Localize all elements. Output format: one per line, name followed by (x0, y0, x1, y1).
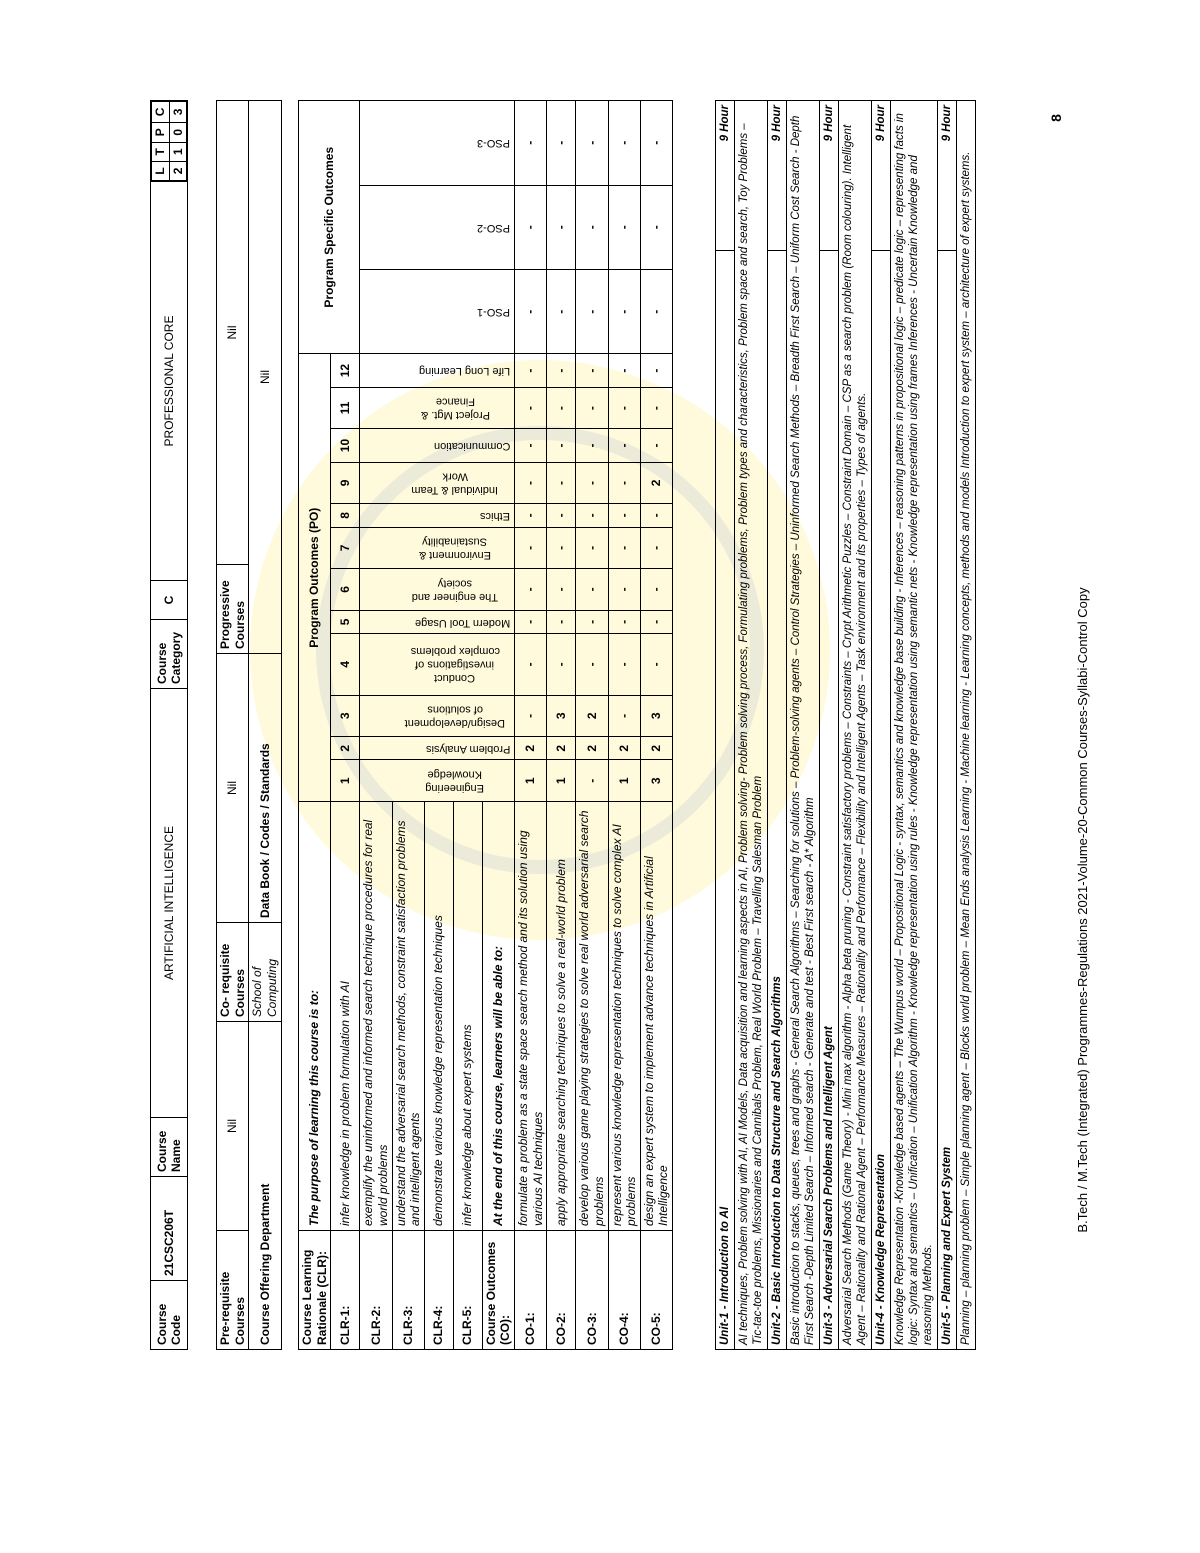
outcomes-table (298, 100, 673, 1350)
co-value: 2 (608, 737, 640, 760)
co-value: - (547, 185, 576, 269)
co-value: - (547, 527, 576, 569)
po-number: 6 (331, 569, 360, 611)
clr-header-text: The purpose of learning this course is to: (299, 802, 331, 1231)
po-number: 2 (331, 737, 360, 760)
co-value: - (576, 527, 608, 569)
co-value: - (515, 569, 547, 611)
co-value: 1 (608, 760, 640, 802)
co-text: apply appropriate searching techniques to solve a real-world problem (547, 802, 576, 1231)
course-name-label: Course Name (151, 1118, 188, 1177)
co-value: - (515, 354, 547, 387)
progressive-value: Nil (217, 101, 249, 565)
co-value: - (515, 185, 547, 269)
unit-header (716, 101, 735, 1350)
co-value: - (640, 185, 672, 269)
po-number: 12 (331, 354, 360, 387)
co-value: 2 (515, 737, 547, 760)
po-title: Program Outcomes (PO) (299, 354, 331, 802)
ltpc-label: T (152, 142, 170, 161)
unit-header (820, 101, 839, 1350)
po-label: Individual & Team Work (360, 462, 515, 504)
co-value: - (547, 387, 576, 429)
dept-label: Course Offering Department (249, 1022, 281, 1350)
clr-text: demonstrate various knowledge representation techniques (424, 802, 453, 1231)
co-value: 2 (640, 462, 672, 504)
co-value: - (608, 504, 640, 527)
co-value: - (547, 504, 576, 527)
co-value: 2 (576, 737, 608, 760)
progressive-label: Progressive Courses (217, 565, 249, 654)
co-row (547, 101, 576, 1350)
course-code-label: Course Code (151, 1281, 188, 1350)
unit-body: Planning – planning problem – Simple planning agent – Blocks world problem – Mean Ends analysis Learning - Machine learning - Learning concepts, methods and models Introduction to expert system – architecture of expert systems. (957, 101, 976, 1350)
co-value: - (640, 429, 672, 462)
co-text: develop various game playing strategies to solve real world adversarial search problems (576, 802, 608, 1231)
co-value: - (576, 569, 608, 611)
co-value: - (608, 610, 640, 633)
clr-text: understand the adversarial search methods, constraint satisfaction problems and intelligent agents (392, 802, 424, 1231)
clr-code: CLR-1: (331, 1231, 360, 1350)
co-value: - (640, 387, 672, 429)
co-value: - (576, 610, 608, 633)
co-value: - (547, 569, 576, 611)
course-category-code: C (151, 581, 188, 620)
co-value: - (547, 610, 576, 633)
co-value: - (576, 462, 608, 504)
co-value: - (576, 760, 608, 802)
co-value: 3 (547, 695, 576, 737)
po-label: Modern Tool Usage (360, 610, 515, 633)
unit-header (872, 101, 891, 1350)
pso-label: PSO-2 (360, 185, 515, 269)
co-code: CO-4: (608, 1231, 640, 1350)
dept-value: School of Computing (249, 923, 281, 1022)
unit-body: Adversarial Search Methods (Game Theory) - Mini max algorithm - Alpha beta pruning - Constraint satisfactory problems – Constraints – Crypt Arithmetic Puzzles – Constraint Domain – CSP as a search problem (Room colouring). Intelligent Agent – Rationality and Rational Agent – Performance Measures – Rationality and Performance – Flexibility and Intelligent Agents – Task environment and its properties – Types of agents. (839, 101, 872, 1350)
co-code: CO-2: (547, 1231, 576, 1350)
co-value: - (640, 610, 672, 633)
co-value: - (608, 569, 640, 611)
co-value: 3 (640, 760, 672, 802)
co-value: - (515, 429, 547, 462)
standards-value: Nil (249, 101, 281, 654)
ltpc-value: 3 (169, 102, 187, 123)
ltpc-cell (151, 101, 188, 182)
ltpc-value: 0 (169, 122, 187, 142)
co-value: - (515, 527, 547, 569)
co-text: formulate a problem as a state space search method and its solution using various AI techniques (515, 802, 547, 1231)
po-number: 1 (331, 760, 360, 802)
clr-code: CLR-4: (424, 1231, 453, 1350)
co-code: CO-5: (640, 1231, 672, 1350)
co-value: - (515, 695, 547, 737)
co-value: 1 (547, 760, 576, 802)
po-label: The engineer and society (360, 569, 515, 611)
co-value: 2 (640, 737, 672, 760)
ltpc-label: P (152, 122, 170, 142)
co-value: - (640, 354, 672, 387)
co-value: - (576, 387, 608, 429)
clr-text: exemplify the uninformed and informed search technique procedures for real world problems (360, 802, 392, 1231)
po-number: 5 (331, 610, 360, 633)
co-value: - (547, 354, 576, 387)
co-value: - (608, 527, 640, 569)
unit-header (938, 101, 957, 1350)
po-number: 9 (331, 462, 360, 504)
po-number: 10 (331, 429, 360, 462)
po-label: Environment & Sustainability (360, 527, 515, 569)
po-label: Ethics (360, 504, 515, 527)
unit-body: Basic introduction to stacks, queues, trees and graphs - General Search Algorithms – Searching for solutions – Problem-solving agents – Control Strategies – Uninformed Search Methods – Breadth First Search – Uniform Cost Search - Depth First Search -Depth Limited Search – Informed search - Generate and test - Best First search - A* Algorithm (787, 101, 820, 1350)
co-value: - (608, 354, 640, 387)
coreq-label: Co- requisite Courses (217, 923, 249, 1022)
po-label: Project Mgt. & Finance (360, 387, 515, 429)
pso-title: Program Specific Outcomes (299, 101, 360, 354)
clr-code: CLR-5: (453, 1231, 482, 1350)
course-header-table (150, 100, 188, 1350)
co-value: - (608, 429, 640, 462)
footer (1075, 587, 1200, 1340)
unit-hours: 9 Hour (820, 101, 839, 251)
po-label: Engineering Knowledge (360, 760, 515, 802)
po-label: Communication (360, 429, 515, 462)
co-value: - (576, 270, 608, 354)
course-name: ARTIFICIAL INTELLIGENCE (151, 689, 188, 1118)
clr-code: CLR-3: (392, 1231, 424, 1350)
po-number: 7 (331, 527, 360, 569)
footer-text: B.Tech / M.Tech (Integrated) Programmes-Regulations 2021-Volume-20-Common Courses-Syllabi-Control Copy (1075, 587, 1090, 1233)
po-label: Life Long Learning (360, 354, 515, 387)
units-table (715, 100, 976, 1350)
co-value: - (608, 101, 640, 186)
co-value: - (608, 185, 640, 269)
co-row (608, 101, 640, 1350)
unit-body: AI techniques, Problem solving with AI, AI Models, Data acquisition and learning aspects in AI, Problem solving- Problem solving process, Formulating problems, Problem types and characteristics, Problem space and search, Toy Problems – Tic-tac-toe problems, Missionaries and Cannibals Problem, Real World Problem – Travelling Salesman Problem (735, 101, 768, 1350)
co-value: - (608, 270, 640, 354)
unit-title: Unit-3 - Adversarial Search Problems and Intelligent Agent (820, 251, 839, 1350)
prereq-label: Pre-requisite Courses (217, 1231, 249, 1350)
co-value: - (547, 270, 576, 354)
co-value: - (547, 429, 576, 462)
co-value: - (515, 387, 547, 429)
prerequisite-table (216, 100, 282, 1350)
co-header-label: Course Outcomes (CO): (482, 1231, 514, 1350)
co-row (515, 101, 547, 1350)
co-value: - (576, 185, 608, 269)
course-category: PROFESSIONAL CORE (151, 182, 188, 581)
co-code: CO-3: (576, 1231, 608, 1350)
course-code: 21CSC206T (151, 1177, 188, 1281)
unit-hours: 9 Hour (768, 101, 787, 251)
co-value: - (547, 101, 576, 186)
coreq-value: Nil (217, 654, 249, 923)
co-value: - (640, 569, 672, 611)
unit-hours: 9 Hour (716, 101, 735, 251)
po-number: 8 (331, 504, 360, 527)
co-value: - (576, 634, 608, 696)
co-value: - (547, 634, 576, 696)
ltpc-label: L (152, 161, 170, 180)
co-value: - (515, 634, 547, 696)
co-value: - (608, 634, 640, 696)
co-value: - (640, 504, 672, 527)
co-text: represent various knowledge representation techniques to solve complex AI problems (608, 802, 640, 1231)
co-value: 2 (576, 695, 608, 737)
syllabus-page (150, 100, 1020, 1350)
clr-code: CLR-2: (360, 1231, 392, 1350)
co-value: - (640, 634, 672, 696)
pso-label: PSO-3 (360, 101, 515, 186)
po-number: 3 (331, 695, 360, 737)
unit-hours: 9 Hour (872, 101, 891, 251)
po-number: 4 (331, 634, 360, 696)
co-value: - (640, 270, 672, 354)
standards-label: Data Book / Codes / Standards (249, 654, 281, 923)
co-value: 1 (515, 760, 547, 802)
course-category-label: Course Category (151, 620, 188, 689)
co-value: - (608, 462, 640, 504)
clr-text: infer knowledge in problem formulation with AI (331, 802, 360, 1231)
co-value: - (608, 387, 640, 429)
co-value: - (608, 695, 640, 737)
co-value: - (515, 270, 547, 354)
unit-title: Unit-1 - Introduction to AI (716, 251, 735, 1350)
po-number: 11 (331, 387, 360, 429)
unit-title: Unit-5 - Planning and Expert System (938, 251, 957, 1350)
co-value: - (515, 101, 547, 186)
clr-header-label: Course Learning Rationale (CLR): (299, 1231, 331, 1350)
clr-text: infer knowledge about expert systems (453, 802, 482, 1231)
unit-hours: 9 Hour (938, 101, 957, 251)
page-number: 8 (1047, 114, 1064, 122)
pso-label: PSO-1 (360, 270, 515, 354)
co-value: - (515, 610, 547, 633)
co-value: - (547, 462, 576, 504)
co-value: - (576, 429, 608, 462)
co-value: - (576, 101, 608, 186)
co-value: 2 (547, 737, 576, 760)
ltpc-value: 2 (169, 161, 187, 180)
co-value: - (515, 462, 547, 504)
po-label: Conduct investigations of complex problems (360, 634, 515, 696)
co-text: design an expert system to implement advance techniques in Artificial Intelligence (640, 802, 672, 1231)
co-row (640, 101, 672, 1350)
co-row (576, 101, 608, 1350)
unit-title: Unit-4 - Knowledge Representation (872, 251, 891, 1350)
co-header-text: At the end of this course, learners will be able to: (482, 802, 514, 1231)
prereq-value: Nil (217, 1022, 249, 1231)
unit-header (768, 101, 787, 1350)
co-code: CO-1: (515, 1231, 547, 1350)
ltpc-label: C (152, 102, 170, 123)
co-value: - (640, 527, 672, 569)
co-value: - (576, 354, 608, 387)
po-label: Problem Analysis (360, 737, 515, 760)
unit-body: Knowledge Representation -Knowledge based agents – The Wumpus world – Propositional Logic - syntax, semantics and knowledge base building - Inferences – reasoning patterns in propositional logic – predicate logic – representing facts in logic: Syntax and semantics – Unification – Unification Algorithm - Knowledge representation using rules - Knowledge representation using semantic nets - Knowledge representation using frames Inferences - Uncertain Knowledge and reasoning Methods. (891, 101, 938, 1350)
unit-title: Unit-2 - Basic Introduction to Data Structure and Search Algorithms (768, 251, 787, 1350)
ltpc-value: 1 (169, 142, 187, 161)
co-value: - (640, 101, 672, 186)
po-label: Design/development of solutions (360, 695, 515, 737)
co-value: - (515, 504, 547, 527)
co-value: 3 (640, 695, 672, 737)
co-value: - (576, 504, 608, 527)
